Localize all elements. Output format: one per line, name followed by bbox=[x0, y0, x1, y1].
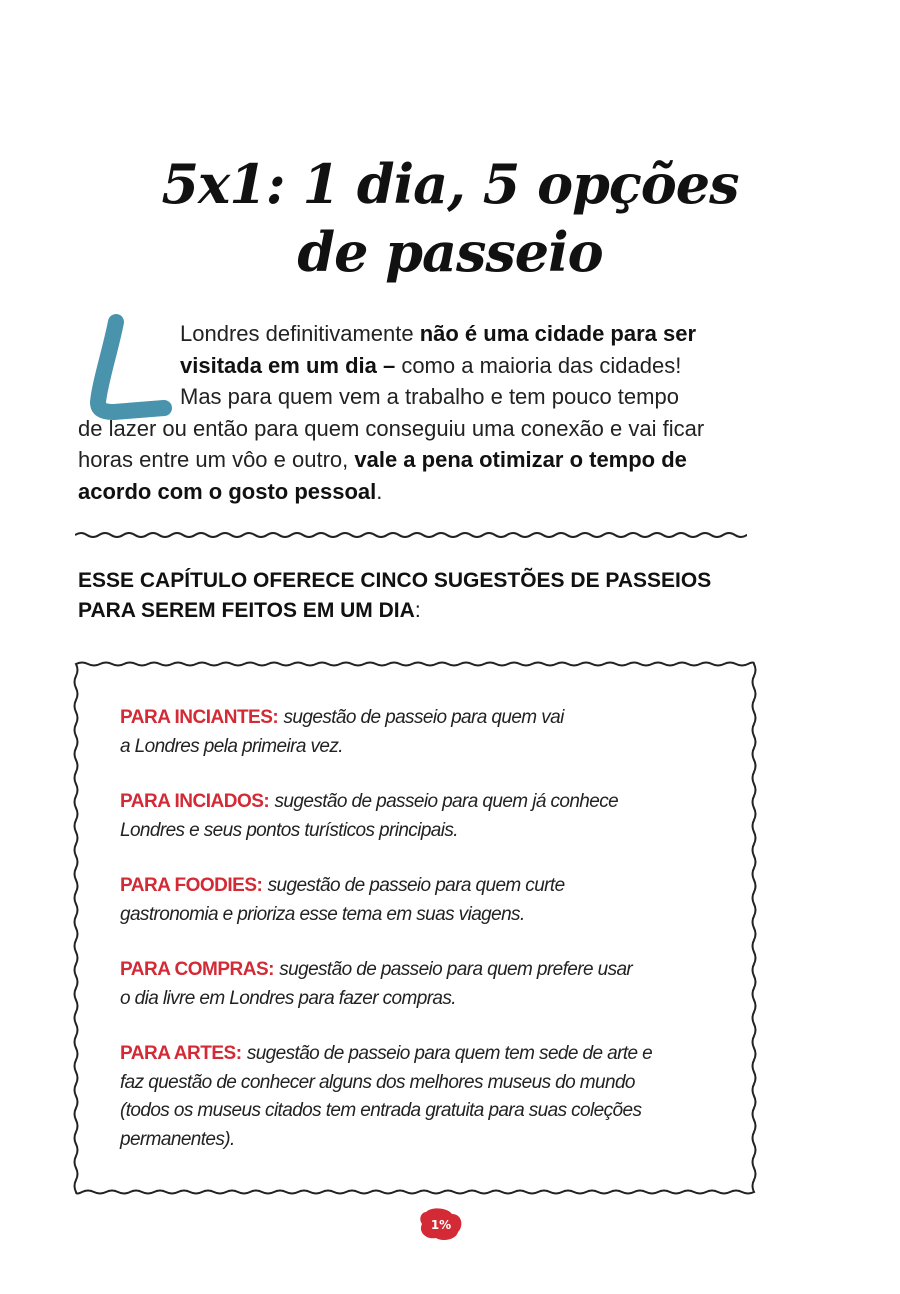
option-description: sugestão de passeio para quem curte gastronomia e prioriza esse tema em suas viagens. bbox=[120, 875, 565, 925]
option-label: PARA COMPRAS: bbox=[120, 959, 274, 980]
page-title-line-1: 5x1: 1 dia, 5 opções bbox=[161, 152, 739, 216]
page-number-badge bbox=[418, 1206, 464, 1242]
page-title-line-2: de passeio bbox=[297, 220, 603, 284]
option-description: sugestão de passeio para quem já conhece Londres e seus pontos turísticos principais. bbox=[120, 791, 619, 841]
option-item-iniciantes bbox=[120, 704, 740, 761]
option-item-artes bbox=[120, 1040, 740, 1154]
option-description: sugestão de passeio para quem vai a Londres pela primeira vez. bbox=[120, 707, 564, 757]
intro-line-4: de lazer ou então para quem conseguiu uma conexão e vai ficar bbox=[78, 415, 705, 441]
option-item-foodies bbox=[120, 872, 740, 929]
option-description: sugestão de passeio para quem tem sede de arte e faz questão de conhecer alguns dos melhores museus do mundo (todos os museus citados tem entrada gratuita para suas coleções permanentes). bbox=[120, 1043, 653, 1150]
option-item-iniciados bbox=[120, 788, 740, 845]
section-heading bbox=[78, 566, 798, 626]
page-title bbox=[0, 150, 900, 286]
option-label: PARA INCIADOS: bbox=[120, 791, 270, 812]
section-heading-line-2: PARA SEREM FEITOS EM UM DIA: bbox=[78, 599, 421, 622]
option-label: PARA FOODIES: bbox=[120, 875, 263, 896]
option-item-compras bbox=[120, 956, 740, 1013]
intro-line-3: Mas para quem vem a trabalho e tem pouco tempo bbox=[180, 384, 679, 409]
option-label: PARA ARTES: bbox=[120, 1043, 242, 1064]
intro-line-5: horas entre um vôo e outro, vale a pena otimizar o tempo de bbox=[78, 447, 687, 472]
option-label: PARA INCIANTES: bbox=[120, 707, 279, 728]
section-heading-line-1: ESSE CAPÍTULO OFERECE CINCO SUGESTÕES DE PASSEIOS bbox=[78, 569, 712, 592]
page-number: 1% bbox=[430, 1218, 452, 1232]
intro-paragraph bbox=[78, 318, 768, 507]
intro-line-2: visitada em um dia – como a maioria das cidades! bbox=[180, 352, 682, 378]
intro-line-6: acordo com o gosto pessoal. bbox=[78, 478, 383, 504]
wavy-divider bbox=[75, 526, 747, 544]
options-list bbox=[120, 704, 740, 1181]
option-description: sugestão de passeio para quem prefere usar o dia livre em Londres para fazer compras. bbox=[120, 959, 633, 1009]
intro-line-1: Londres definitivamente não é uma cidade para ser bbox=[180, 321, 697, 346]
